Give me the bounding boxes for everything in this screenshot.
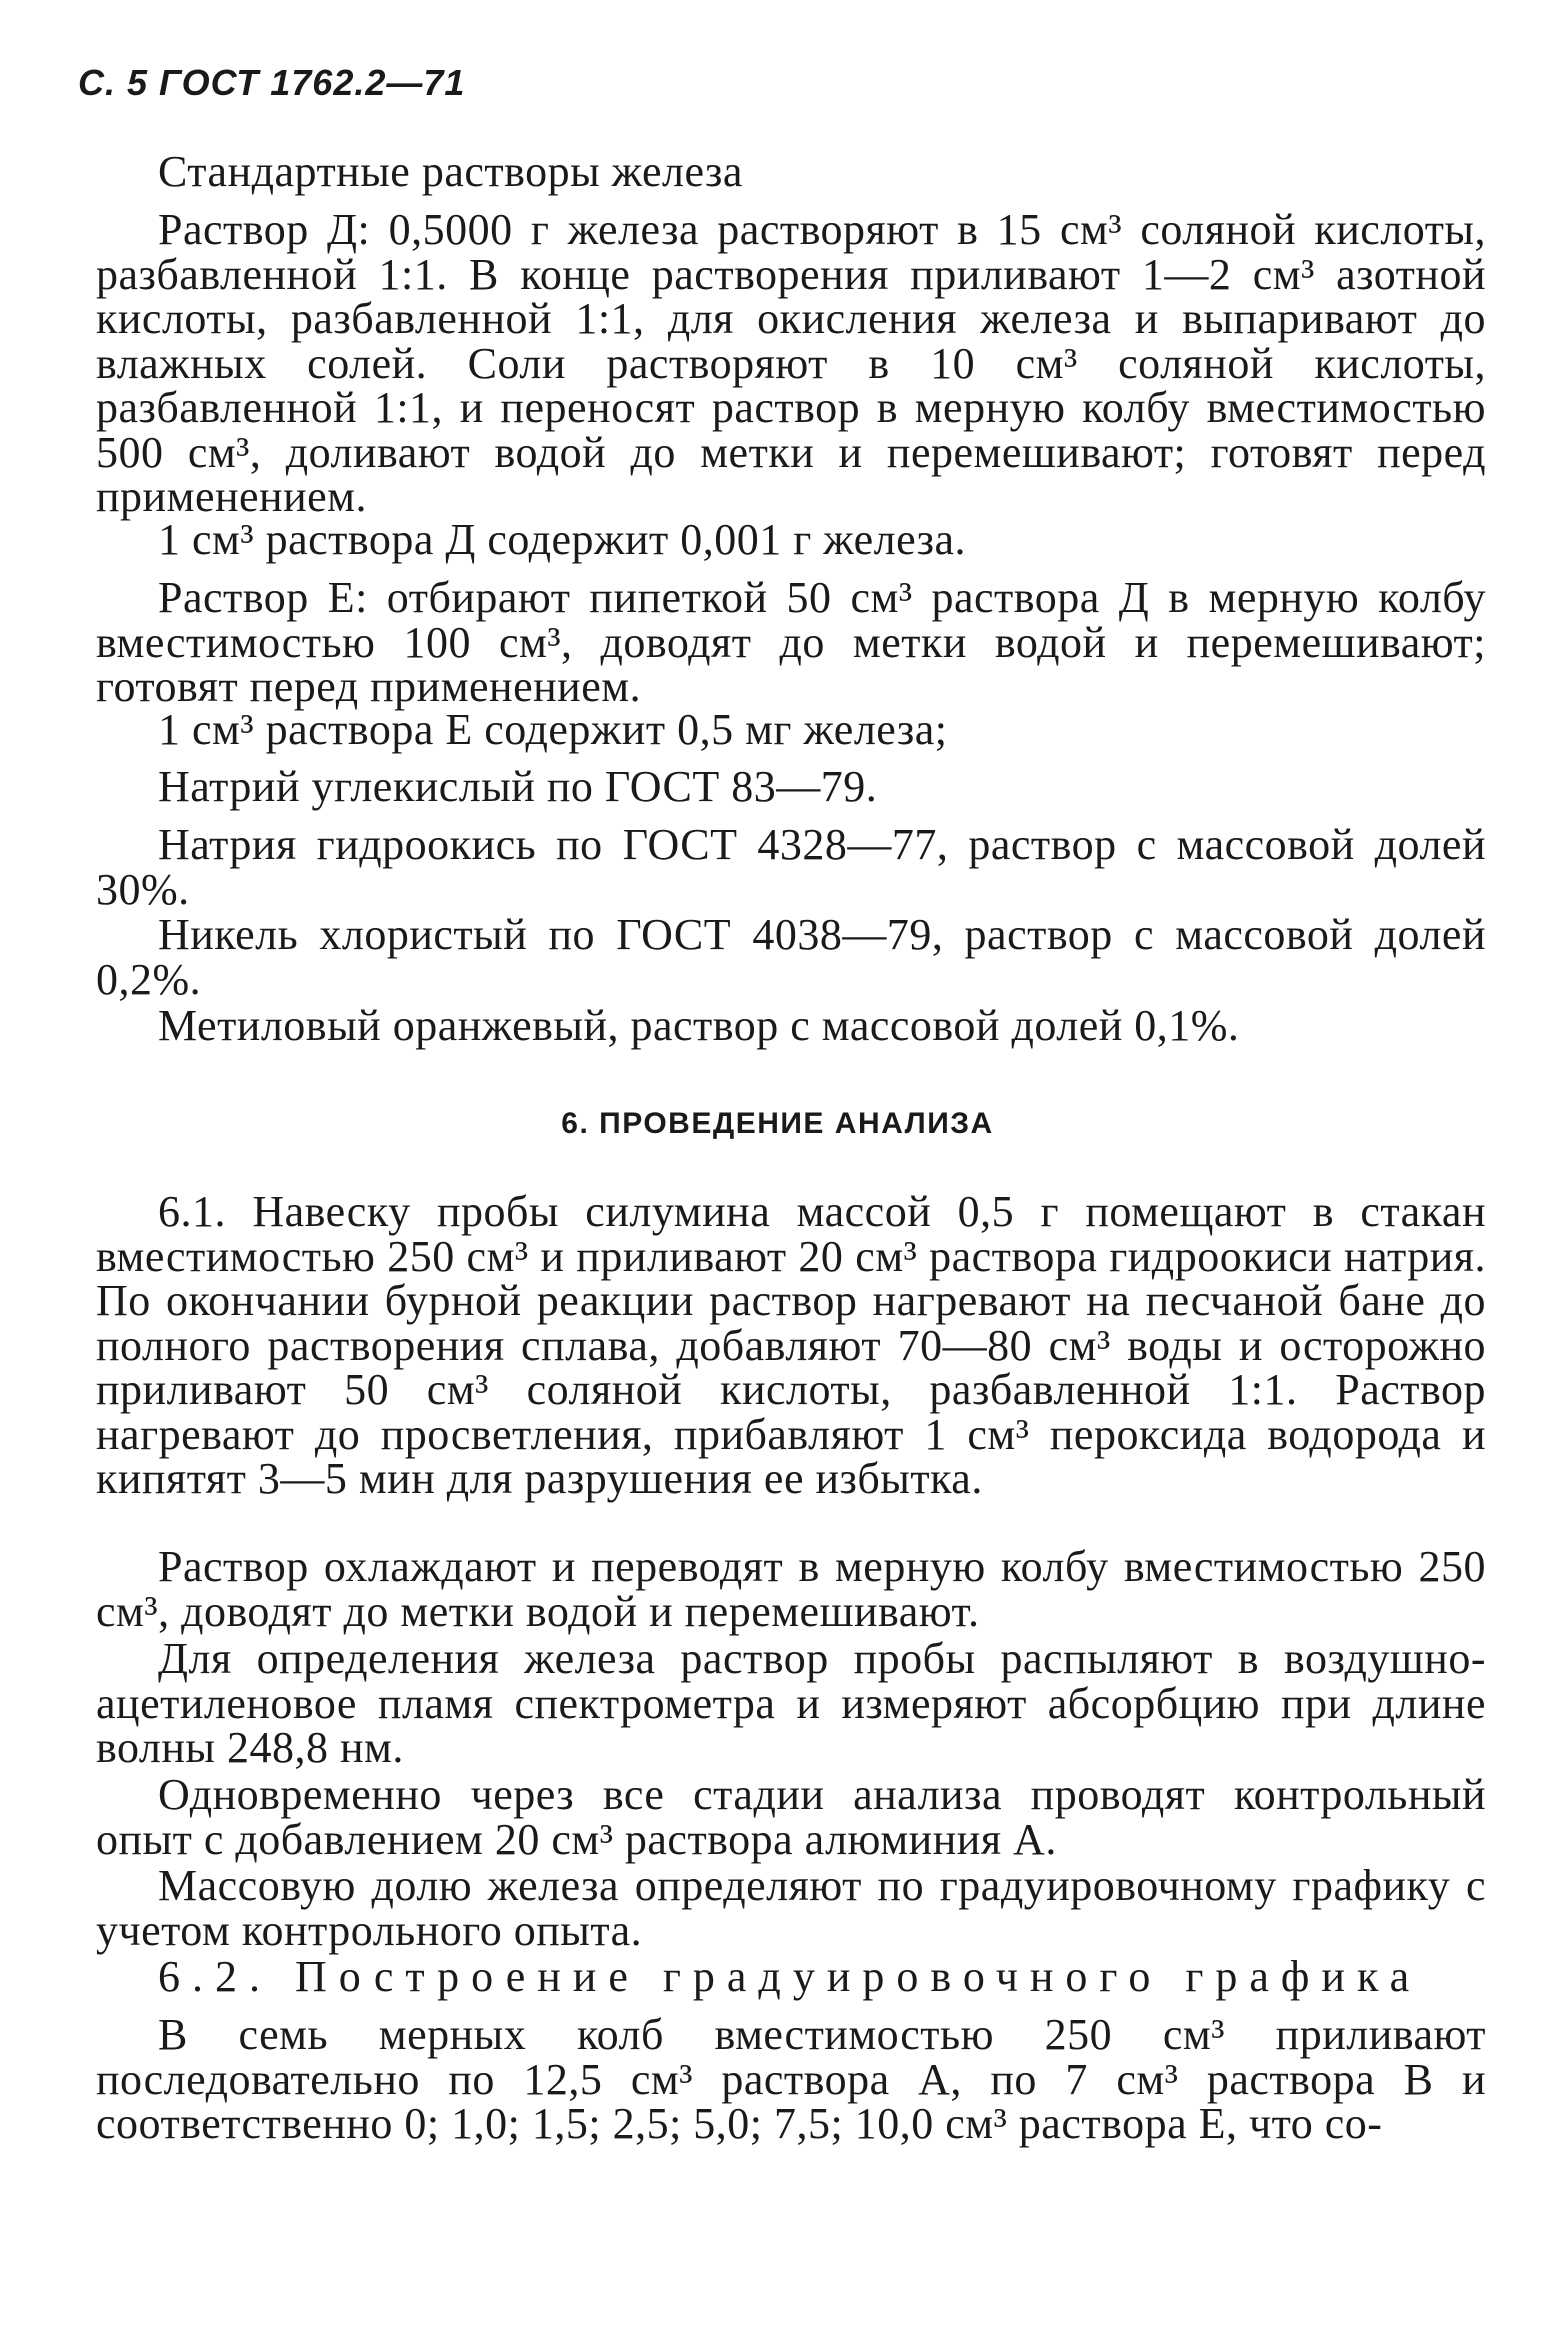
paragraph-sodium-carbonate: Натрий углекислый по ГОСТ 83—79.: [158, 762, 878, 811]
paragraph-sodium-hydroxide: Натрия гидроокись по ГОСТ 4328—77, раствор с массовой долей 30%.: [96, 820, 1486, 914]
paragraph-iron-determination: Для определения железа раствор пробы распыляют в воздушно-ацетиленовое пламя спектрометра и измеряют абсорбцию при длине волны 248,8 нм.: [96, 1634, 1486, 1772]
paragraph-methyl-orange: Метиловый оранжевый, раствор с массовой долей 0,1%.: [158, 1001, 1240, 1050]
paragraph-solution-e-content: 1 см³ раствора Е содержит 0,5 мг железа;: [158, 705, 948, 754]
paragraph-solution-d-content: 1 см³ раствора Д содержит 0,001 г железа.: [158, 515, 967, 564]
paragraph-solution-e: Раствор Е: отбирают пипеткой 50 см³ раствора Д в мерную колбу вместимостью 100 см³, доводят до метки водой и перемешивают; готовят перед применением.: [96, 573, 1486, 711]
paragraph-solution-d: Раствор Д: 0,5000 г железа растворяют в 15 см³ соляной кислоты, разбавленной 1:1. В конце растворения приливают 1—2 см³ азотной кислоты, разбавленной 1:1, для окисления железа и выпаривают до влажных солей. Соли растворяют в 10 см³ соляной кислоты, разбавленной 1:1, и переносят раствор в мерную колбу вместимостью 500 см³, доливают водой до метки и перемешивают; готовят перед применением.: [96, 205, 1486, 521]
paragraph-mass-fraction: Массовую долю железа определяют по градуировочному графику с учетом контрольного опыта.: [96, 1861, 1486, 1955]
paragraph-6-1: 6.1. Навеску пробы силумина массой 0,5 г помещают в стакан вместимостью 250 см³ и приливают 20 см³ раствора гидроокиси натрия. По окончании бурной реакции раствор нагревают на песчаной бане до полного растворения сплава, добавляют 70—80 см³ воды и осторожно приливают 50 см³ соляной кислоты, разбавленной 1:1. Раствор нагревают до просветления, прибавляют 1 см³ пероксида водорода и кипятят 3—5 мин для разрушения ее избытка.: [96, 1187, 1486, 1503]
paragraph-standard-solutions-heading: Стандартные растворы железа: [158, 147, 743, 196]
paragraph-6-2-heading: 6.2. Построение градуировочного графика: [158, 1952, 1422, 2001]
paragraph-cooling: Раствор охлаждают и переводят в мерную колбу вместимостью 250 см³, доводят до метки водой и перемешивают.: [96, 1542, 1486, 1636]
paragraph-control-experiment: Одновременно через все стадии анализа проводят контрольный опыт с добавлением 20 см³ раствора алюминия А.: [96, 1770, 1486, 1864]
paragraph-calibration-flasks: В семь мерных колб вместимостью 250 см³ приливают последовательно по 12,5 см³ раствора А, по 7 см³ раствора В и соответственно 0; 1,0; 1,5; 2,5; 5,0; 7,5; 10,0 см³ раствора Е, что со-: [96, 2010, 1486, 2148]
page-header: С. 5 ГОСТ 1762.2—71: [78, 62, 466, 103]
paragraph-nickel-chloride: Никель хлористый по ГОСТ 4038—79, раствор с массовой долей 0,2%.: [96, 910, 1486, 1004]
section-title-analysis: 6. ПРОВЕДЕНИЕ АНАЛИЗА: [561, 1107, 994, 1140]
